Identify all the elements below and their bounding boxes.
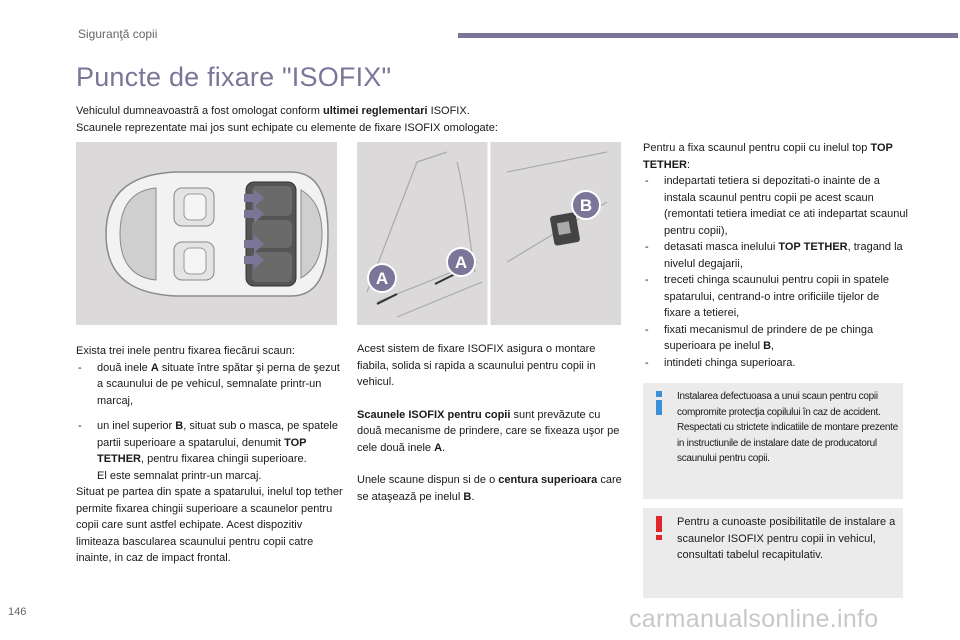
watermark: carmanualsonline.info	[629, 605, 879, 633]
section-title: Siguranţă copii	[78, 27, 158, 41]
info-box: Instalarea defectuoasa a unui scaun pentru copii compromite protecţia copilului în caz de accident. Respectati cu strictete indicatiile de montare prezente in instructiunile de instalare date de producatorul scaunului pentru copii.	[643, 383, 903, 499]
label-a-icon	[447, 248, 475, 276]
warning-icon	[652, 515, 666, 541]
label-a-icon	[368, 264, 396, 292]
intro-text: Vehiculul dumneavoastră a fost omologat conform ultimei reglementari ISOFIX. Scaunele reprezentate mai jos sunt echipate cu elemente de fixare ISOFIX omologate:	[76, 105, 498, 134]
svg-text:A: A	[454, 253, 468, 272]
top-tether-instructions: Pentru a fixa scaunul pentru copii cu inelul top TOP TETHER: - indepartati tetiera si depozitati-o inainte de a instala scaunul pentru copii pe acest scaun (remontati tetiera imediat ce ati indepartat scaunul pentru copii), - detasati masca inelului TOP TETHER, tragand la nivelul degajarii, - treceti chinga scaunului pentru copii in spatele spatarului, centrand-o intre orificiile tijelor de fixare a tetierei, - fixati mecanismul de prindere de pe chinga superioara pe inelul B, - intindeti chinga superioara.	[643, 140, 909, 371]
page-number: 146	[8, 606, 27, 618]
svg-text:B: B	[579, 196, 593, 215]
warning-box: Pentru a cunoaste posibilitatile de instalare a scaunelor ISOFIX pentru copii in vehicul, consultati tabelul recapitulativ.	[643, 508, 903, 598]
info-icon	[652, 390, 666, 416]
svg-text:A: A	[375, 269, 389, 288]
page-title: Puncte de fixare "ISOFIX"	[76, 62, 392, 92]
label-b-icon	[572, 191, 600, 219]
isofix-anchors-figure	[357, 142, 621, 325]
header-bar	[458, 33, 958, 38]
car-outline-icon	[106, 172, 328, 296]
car-top-view-figure	[76, 142, 337, 325]
anchor-rings-description: Exista trei inele pentru fixarea fiecărui scaun: - două inele A situate între spătar şi perna de şezut a scaunului de pe vehicul, semnalate printr-un marcaj, - un inel superior B, situat sub o masca, pe spatele partii superioare a spatarului, denumit TOP TETHER, pentru fixarea chingii superioare. El este semnalat printr-un marcaj. Situat pe partea din spate a spatarului, inelul top tether permite fixarea chingii superioare a scaunelor pentru copii care sunt astfel echipate. Acest dispozitiv limiteaza bascularea scaunului pentru copii catre inainte, in caz de impact frontal.	[76, 343, 344, 567]
isofix-system-description: Acest sistem de fixare ISOFIX asigura o montare fiabila, solida si rapida a scaunului pentru copii in vehicul. Scaunele ISOFIX pentru copii sunt prevăzute cu două mecanisme de prindere, care se fixeaza uşor pe cele două inele A. Unele scaune dispun si de o centura superioara care se ataşează pe inelul B.	[357, 343, 622, 503]
